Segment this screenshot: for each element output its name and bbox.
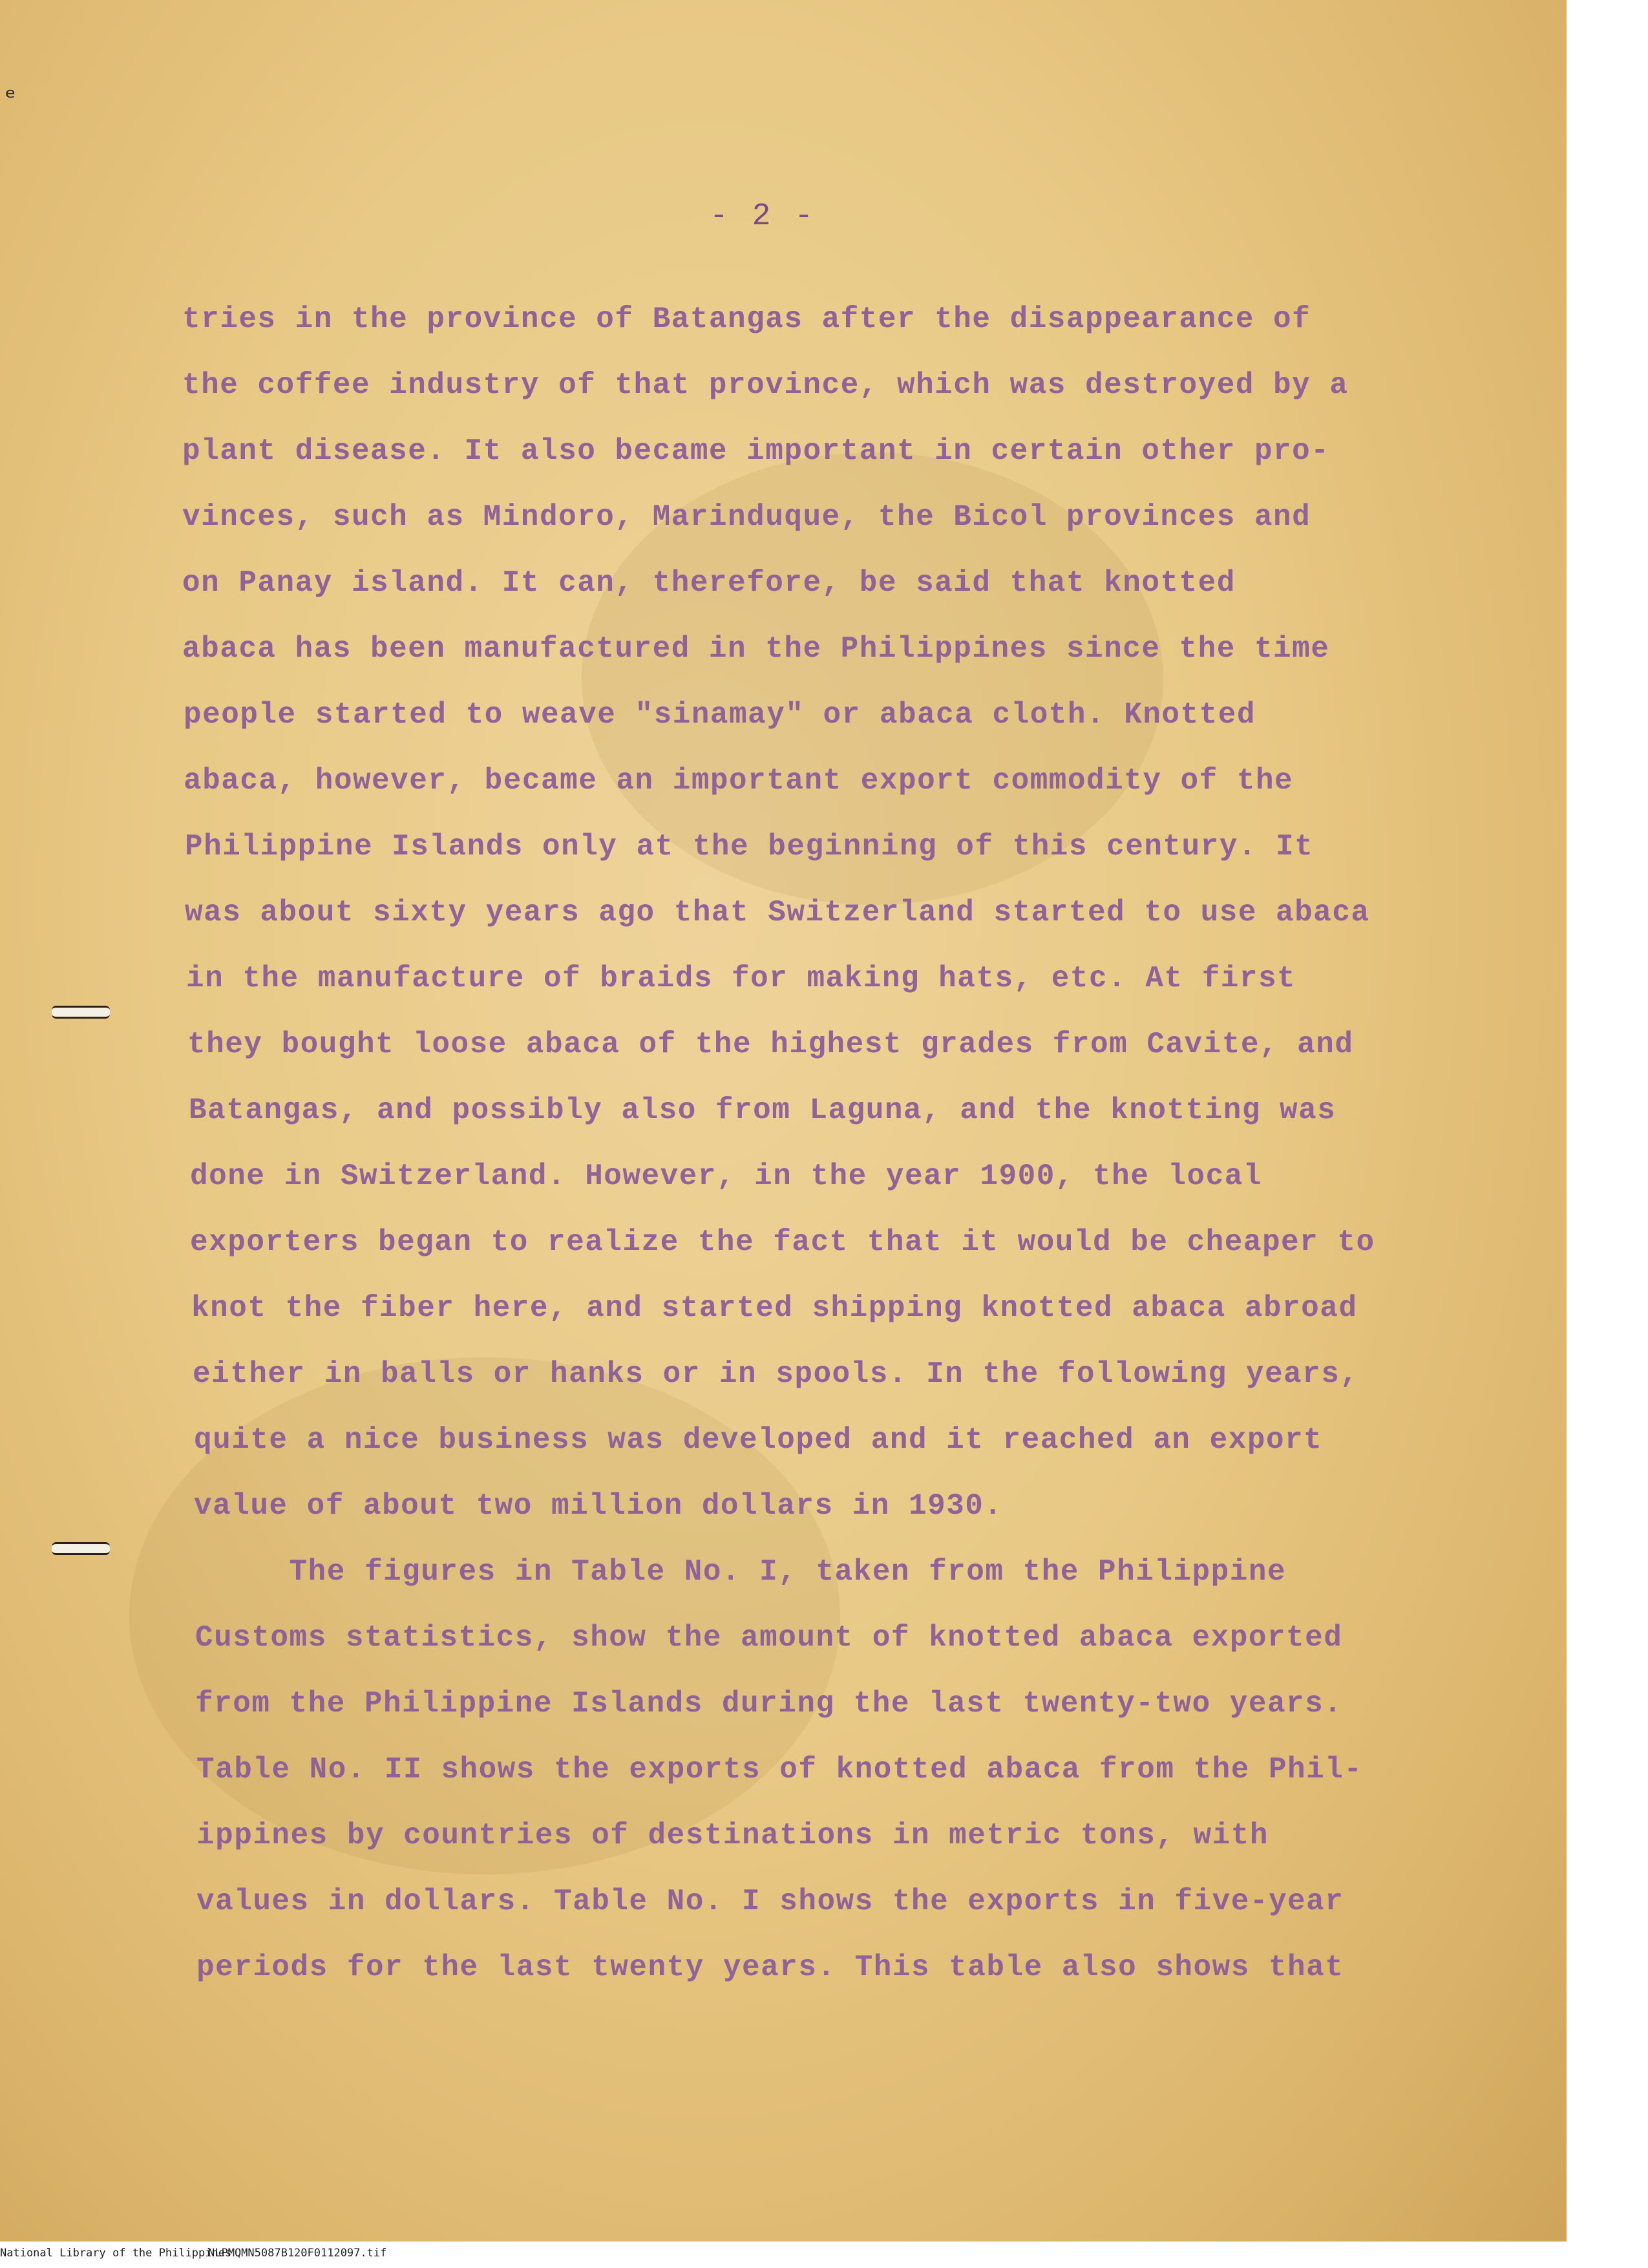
text-line: they bought loose abaca of the highest grades from Cavite, and — [187, 1028, 1354, 1061]
text-line: values in dollars. Table No. I shows the exports in five-year — [196, 1885, 1344, 1918]
punch-hole — [52, 1542, 110, 1555]
text-line: either in balls or hanks or in spools. In the following years, — [193, 1357, 1359, 1391]
punch-hole — [52, 1006, 110, 1019]
text-line: Batangas, and possibly also from Laguna, and the knotting was — [189, 1094, 1336, 1127]
text-line: knot the fiber here, and started shipping knotted abaca abroad — [191, 1291, 1358, 1325]
text-line: was about sixty years ago that Switzerland started to use abaca — [185, 896, 1370, 929]
text-line: ippines by countries of destinations in metric tons, with — [196, 1819, 1269, 1852]
text-line: Philippine Islands only at the beginning of this century. It — [185, 830, 1314, 864]
library-credit: National Library of the Philippines — [0, 2247, 232, 2260]
text-line: Table No. II shows the exports of knotted abaca from the Phil- — [196, 1753, 1363, 1786]
page-number: - 2 - — [710, 199, 816, 234]
scan-margin — [1567, 0, 1648, 2242]
file-id: NLPMQMN5087B120F0112097.tif — [208, 2247, 387, 2260]
text-line: Customs statistics, show the amount of knotted abaca exported — [195, 1621, 1343, 1655]
text-line: value of about two million dollars in 1930. — [194, 1489, 1003, 1523]
text-line: periods for the last twenty years. This table also shows that — [196, 1951, 1344, 1984]
text-line: vinces, such as Mindoro, Marinduque, the Bicol provinces and — [182, 500, 1311, 534]
text-line: abaca, however, became an important export commodity of the — [184, 764, 1294, 798]
text-line: in the manufacture of braids for making hats, etc. At first — [186, 962, 1296, 995]
text-line: done in Switzerland. However, in the year 1900, the local — [190, 1160, 1262, 1193]
text-line: abaca has been manufactured in the Philippines since the time — [182, 632, 1330, 666]
pencil-mark-icon: ᵉ — [5, 83, 16, 112]
text-line: The figures in Table No. I, taken from the Philippine — [195, 1555, 1287, 1589]
text-line: quite a nice business was developed and it reached an export — [194, 1423, 1323, 1457]
text-line: plant disease. It also became important in certain other pro- — [182, 434, 1330, 468]
text-line: people started to weave "sinamay" or abaca cloth. Knotted — [184, 698, 1256, 732]
text-line: exporters began to realize the fact that it would be cheaper to — [190, 1225, 1375, 1259]
scan-footer — [0, 2242, 1648, 2268]
text-line: from the Philippine Islands during the last twenty-two years. — [195, 1687, 1343, 1721]
text-line: tries in the province of Batangas after the disappearance of — [182, 302, 1311, 336]
text-line: on Panay island. It can, therefore, be said that knotted — [182, 566, 1236, 600]
text-line: the coffee industry of that province, which was destroyed by a — [182, 368, 1349, 402]
